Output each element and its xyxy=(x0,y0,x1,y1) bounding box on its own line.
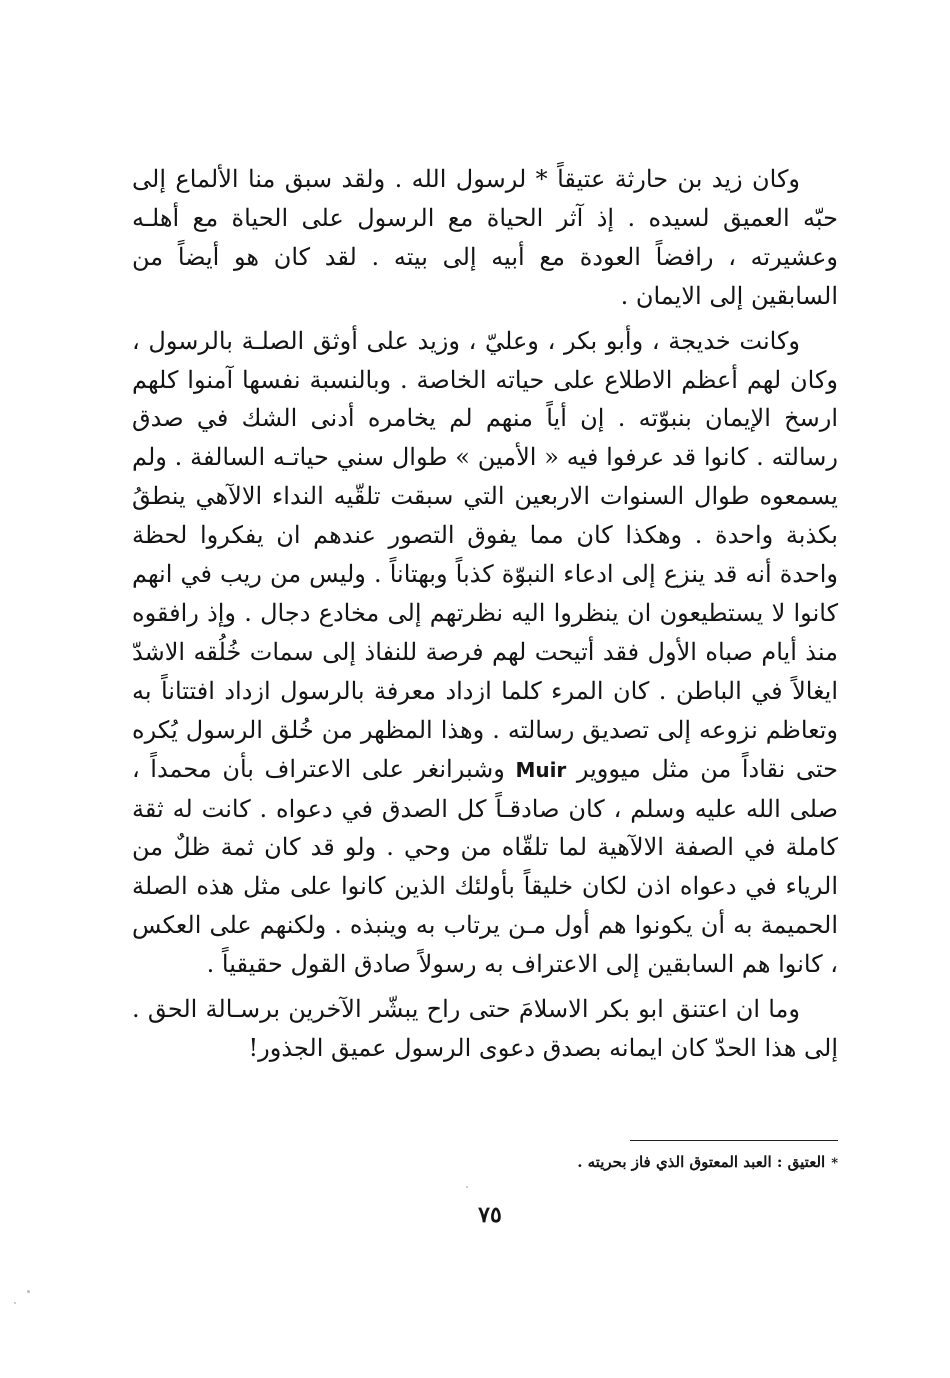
scan-speck xyxy=(27,1290,30,1293)
paragraph-2 xyxy=(132,322,838,984)
paragraph-2-text-b: وشبرانغر على الاعتراف بأن محمداً ، صلى الله عليه وسلم ، كان صادقـاً كل الصدق في دعواه . كانت له ثقة كاملة في الصفة الالآهية لما تلقّاه من وحي . ولو قد كان ثمة ظلٌ من الرياء في دعواه اذن لكان خليقاً بأولئك الذين كانوا على مثل هذه الصلة الحميمة به أن يكونوا هم أول مـن يرتاب به وينبذه . ولكنهم على العكس ، كانوا هم السابقين إلى الاعتراف به رسولاً صادق القول حقيقياً . xyxy=(132,754,838,979)
page-number: ٧٥ xyxy=(478,1202,502,1228)
main-text xyxy=(132,160,838,1068)
paragraph-1 xyxy=(132,160,838,316)
paragraph-3-text: وما ان اعتنق ابو بكر الاسلامَ حتى راح يبشّر الآخرين برسـالة الحق . إلى هذا الحدّ كان ايمانه بصدق دعوى الرسول عميق الجذور! xyxy=(132,995,838,1062)
footnote xyxy=(300,1150,838,1176)
footnote-divider xyxy=(630,1140,838,1141)
paragraph-1-text: وكان زيد بن حارثة عتيقاً * لرسول الله . ولقد سبق منا الألماع إلى حبّه العميق لسيده . إذ آثر الحياة مع الرسول على الحياة مع أهلـه وعشيرته ، رافضاً العودة مع أبيه إلى بيته . لقد كان هو أيضاً من السابقين إلى الايمان . xyxy=(132,165,838,310)
footnote-marker: * xyxy=(831,1156,838,1171)
scan-speck xyxy=(14,1302,16,1304)
scan-speck xyxy=(466,1186,468,1188)
footnote-text: العتيق : العبد المعتوق الذي فاز بحريته . xyxy=(577,1153,826,1171)
paragraph-3 xyxy=(132,990,838,1068)
latin-name-muir: Muir xyxy=(515,757,567,782)
paragraph-2-text-a: وكانت خديجة ، وأبو بكر ، وعليّ ، وزيد على أوثق الصلـة بالرسول ، وكان لهم أعظم الاطلاع على حياته الخاصة . وبالنسبة نفسها آمنوا كلهم ارسخ الإيمان بنبوّته . إن أياً منهم لم يخامره أدنى الشك في صدق رسالته . كانوا قد عرفوا فيه « الأمين » طوال سني حياتـه السالفة . ولم يسمعوه طوال السنوات الاربعين التي سبقت تلقّيه النداء الالآهي ينطقُ بكذبة واحدة . وهكذا كان مما يفوق التصور عندهم ان يفكروا لحظة واحدة أنه قد ينزع إلى ادعاء النبوّة كذباً وبهتاناً . وليس من ريب في انهم كانوا لا يستطيعون ان ينظروا اليه نظرتهم إلى مخادع دجال . وإذ رافقوه منذ أيام صباه الأول فقد أتيحت لهم فرصة للنفاذ إلى سمات خُلُقه الاشدّ ايغالاً في الباطن . كان المرء كلما ازداد معرفة بالرسول ازداد افتتاناً به وتعاظم نزوعه إلى تصديق رسالته . وهذا المظهر من خُلق الرسول يُكره حتى نقاداً من مثل ميووير xyxy=(132,326,838,783)
